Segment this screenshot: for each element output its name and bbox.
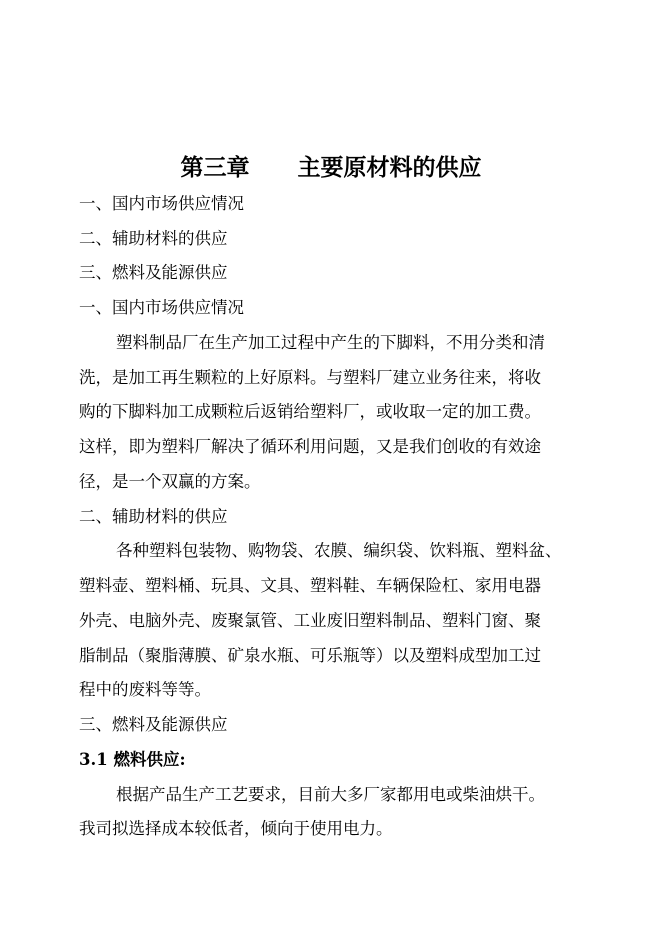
section1-line-2: 洗，是加工再生颗粒的上好原料。与塑料厂建立业务往来，将收 <box>79 368 541 387</box>
toc-item-2: 二、辅助材料的供应 <box>79 229 228 248</box>
toc-item-3: 三、燃料及能源供应 <box>79 263 228 282</box>
section3-line-1: 根据产品生产工艺要求，目前大多厂家都用电或柴油烘干。 <box>116 785 545 804</box>
section3-subheading: 3.1 燃料供应: <box>79 750 186 769</box>
section1-line-4: 这样，即为塑料厂解决了循环利用问题，又是我们创收的有效途 <box>79 437 541 456</box>
section2-line-4: 脂制品（聚脂薄膜、矿泉水瓶、可乐瓶等）以及塑料成型加工过 <box>79 646 541 665</box>
chapter-title: 第三章 主要原材料的供应 <box>180 154 482 181</box>
section3-heading: 三、燃料及能源供应 <box>79 715 228 734</box>
section2-line-2: 塑料壶、塑料桶、玩具、文具、塑料鞋、车辆保险杠、家用电器 <box>79 576 541 595</box>
section1-heading: 一、国内市场供应情况 <box>79 298 244 317</box>
section1-line-1: 塑料制品厂在生产加工过程中产生的下脚料，不用分类和清 <box>116 333 545 352</box>
section2-line-1: 各种塑料包装物、购物袋、农膜、编织袋、饮料瓶、塑料盆、 <box>116 541 562 560</box>
section2-line-5: 程中的废料等等。 <box>79 680 211 699</box>
section3-line-2: 我司拟选择成本较低者，倾向于使用电力。 <box>79 819 393 838</box>
section1-line-3: 购的下脚料加工成颗粒后返销给塑料厂，或收取一定的加工费。 <box>79 402 541 421</box>
section1-line-5: 径，是一个双赢的方案。 <box>79 472 261 491</box>
section2-line-3: 外壳、电脑外壳、废聚氯管、工业废旧塑料制品、塑料门窗、聚 <box>79 611 541 630</box>
section2-heading: 二、辅助材料的供应 <box>79 507 228 526</box>
toc-item-1: 一、国内市场供应情况 <box>79 194 244 213</box>
